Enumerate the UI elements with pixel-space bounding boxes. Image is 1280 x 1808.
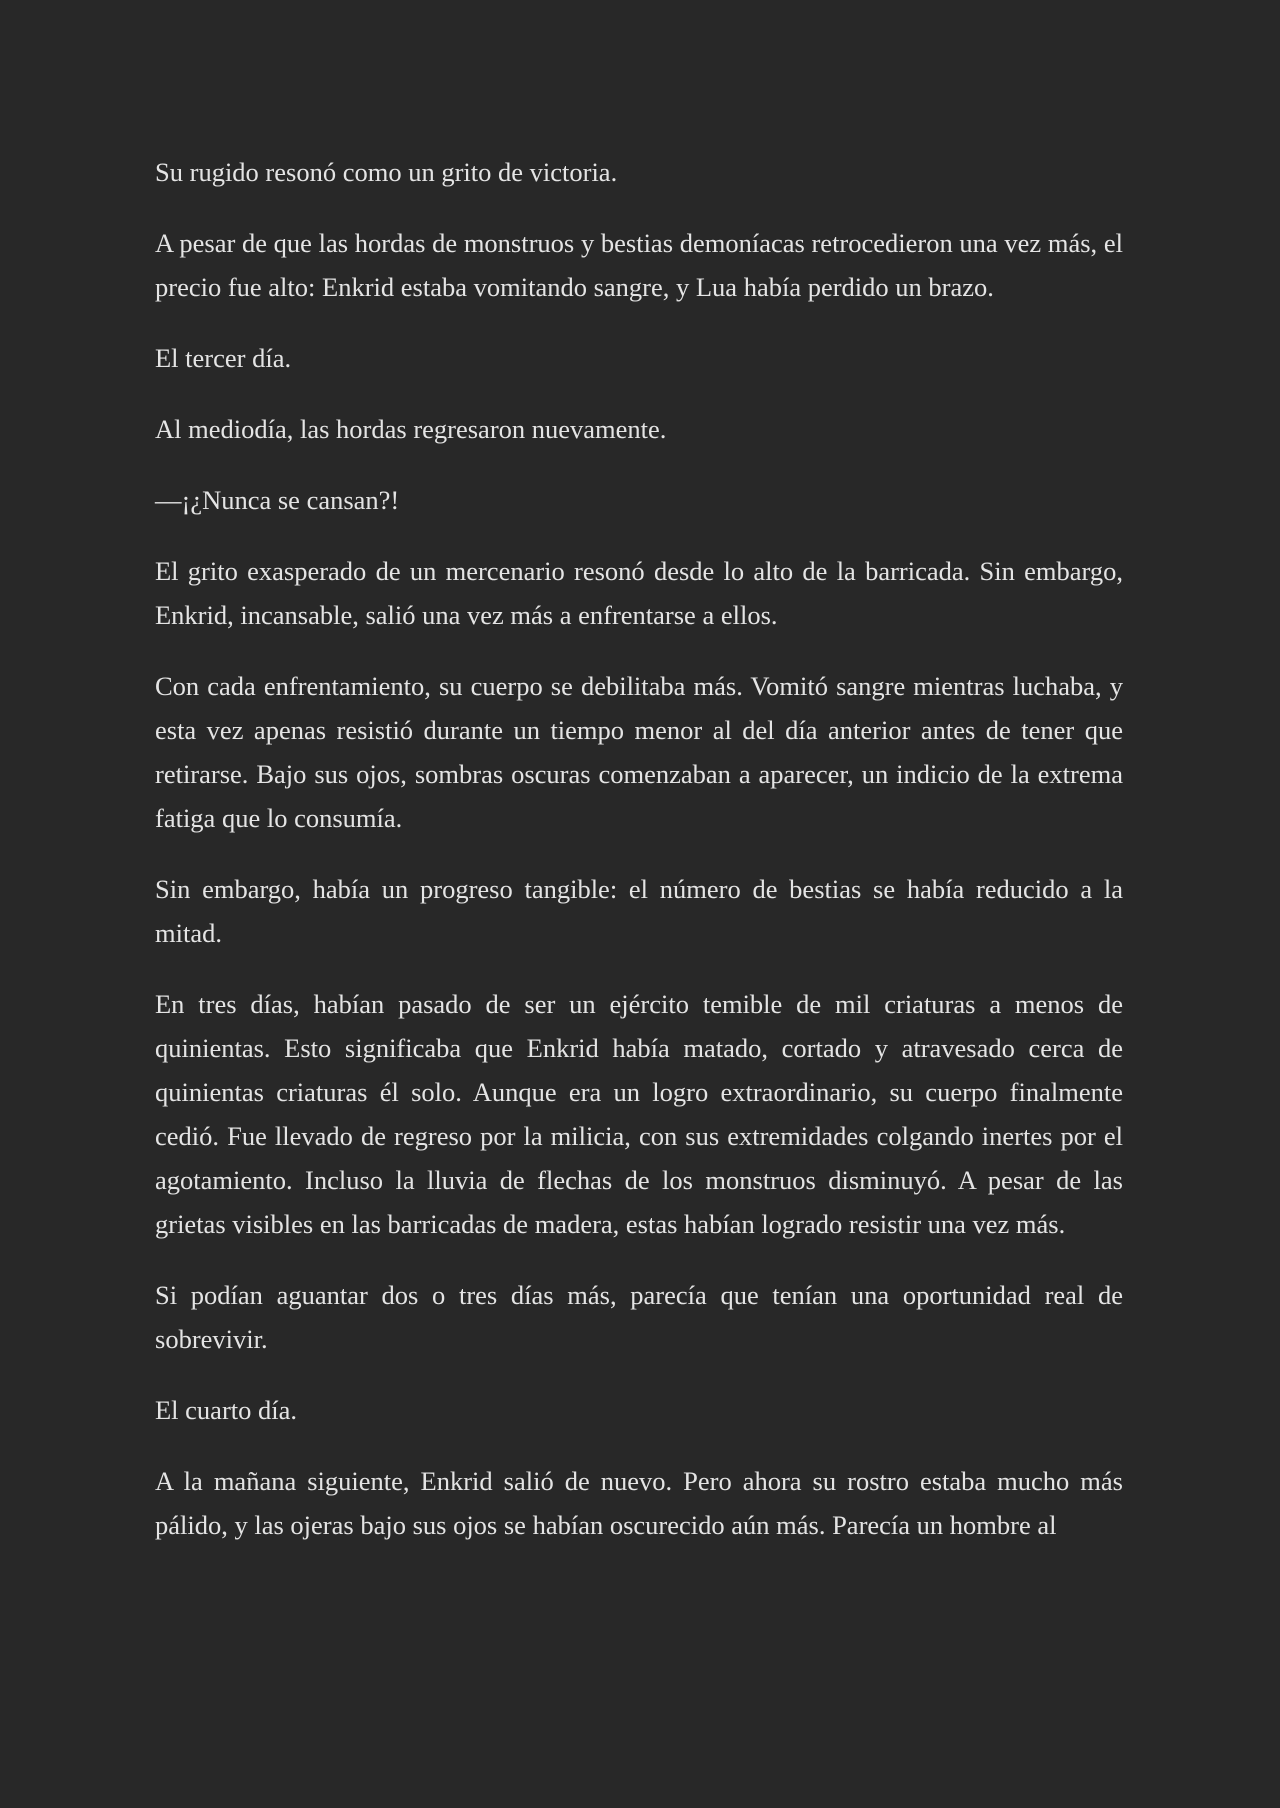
paragraph: Al mediodía, las hordas regresaron nuevamente.: [155, 414, 667, 444]
paragraph: Con cada enfrentamiento, su cuerpo se debilitaba más. Vomitó sangre mientras luchaba, y esta vez apenas resistió durante un tiempo menor al del día anterior antes de tener que retirarse. Bajo sus ojos, sombras oscuras comenzaban a aparecer, un indicio de la extrema fatiga que lo consumía.: [155, 671, 1123, 833]
paragraph: Si podían aguantar dos o tres días más, parecía que tenían una oportunidad real de sobrevivir.: [155, 1280, 1123, 1354]
paragraph: A pesar de que las hordas de monstruos y bestias demoníacas retrocedieron una vez más, el precio fue alto: Enkrid estaba vomitando sangre, y Lua había perdido un brazo.: [155, 228, 1123, 302]
paragraph: Su rugido resonó como un grito de victoria.: [155, 157, 618, 187]
paragraph: El cuarto día.: [155, 1395, 298, 1425]
paragraph: —¡¿Nunca se cansan?!: [155, 485, 400, 515]
paragraph: En tres días, habían pasado de ser un ejército temible de mil criaturas a menos de quinientas. Esto significaba que Enkrid había matado, cortado y atravesado cerca de quinientas criaturas él solo. Aunque era un logro extraordinario, su cuerpo finalmente cedió. Fue llevado de regreso por la milicia, con sus extremidades colgando inertes por el agotamiento. Incluso la lluvia de flechas de los monstruos disminuyó. A pesar de las grietas visibles en las barricadas de madera, estas habían logrado resistir una vez más.: [155, 989, 1123, 1239]
paragraph: El grito exasperado de un mercenario resonó desde lo alto de la barricada. Sin embargo, Enkrid, incansable, salió una vez más a enfrentarse a ellos.: [155, 556, 1123, 630]
paragraph: El tercer día.: [155, 343, 292, 373]
reading-page: [155, 150, 1123, 1574]
paragraph: Sin embargo, había un progreso tangible: el número de bestias se había reducido a la mitad.: [155, 874, 1123, 948]
paragraph: A la mañana siguiente, Enkrid salió de nuevo. Pero ahora su rostro estaba mucho más pálido, y las ojeras bajo sus ojos se habían oscurecido aún más. Parecía un hombre al: [155, 1466, 1123, 1540]
